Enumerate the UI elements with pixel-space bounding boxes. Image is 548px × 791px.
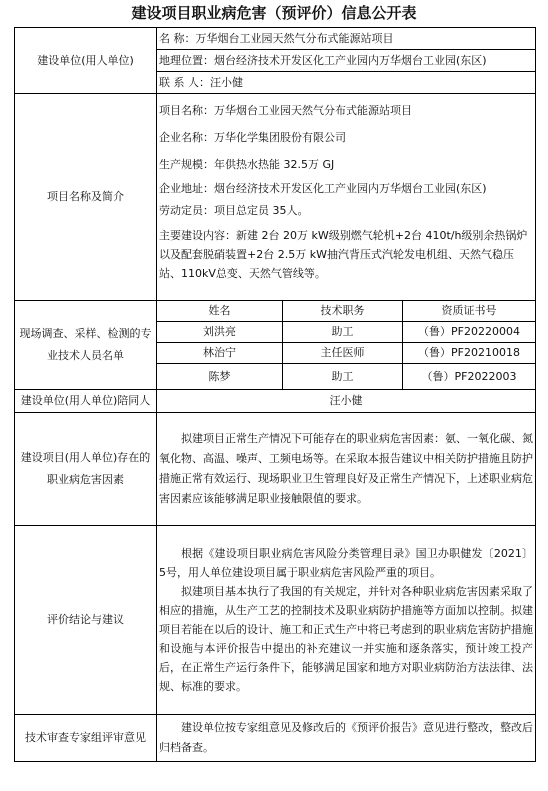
conclusion-paragraph: 拟建项目基本执行了我国的有关规定，并针对各种职业病危害因素采取了相应的措施，从生产工艺的控制技术及职业病防护措施等方面加以控制。拟建项目若能在以后的设计、施工和正式生产中将已考虑到的职业病危害防护措施和设施与本评价报告中提出的补充建议一并实施和逐条落实，预计竣工投产后，在正常生产运行条件下，能够满足国家和地方对职业病防治方法法律、法规、标准的要求。 xyxy=(159,585,534,693)
staffing-line: 劳动定员：项目总定员 35人。 xyxy=(159,204,309,217)
unit-label: 建设单位(用人单位) xyxy=(15,28,157,94)
companion-value: 汪小健 xyxy=(157,390,536,413)
companion-label: 建设单位(用人单位)陪同人 xyxy=(15,390,157,413)
conclusion-cell xyxy=(157,526,536,715)
scale-line: 生产规模：年供热水热能 32.5万 GJ xyxy=(159,158,335,171)
staff-title: 助工 xyxy=(283,322,403,343)
staff-title: 助工 xyxy=(283,364,403,390)
staff-name: 林治宁 xyxy=(157,343,283,364)
conclusion-label: 评价结论与建议 xyxy=(15,526,157,715)
info-table xyxy=(14,27,536,762)
review-label: 技术审查专家组评审意见 xyxy=(15,715,157,762)
construction-content: 主要建设内容：新建 2台 20万 kW级别燃气轮机+2台 410t/h级别余热锅炉以及配套脱硝装置+2台 2.5万 kW抽汽背压式汽轮发电机组、天然气稳压站、110kV总变、天然气管线等。 xyxy=(159,229,528,280)
staff-header-name: 姓名 xyxy=(157,301,283,322)
hazards-label: 建设项目(用人单位)存在的职业病危害因素 xyxy=(15,413,157,526)
staff-label: 现场调查、采样、检测的专业技术人员名单 xyxy=(15,301,157,390)
page-title: 建设项目职业病危害（预评价）信息公开表 xyxy=(131,4,417,22)
staff-cert: （鲁）PF20220004 xyxy=(403,322,536,343)
hazards-cell xyxy=(157,413,536,526)
unit-location-line: 地理位置：烟台经济技术开发区化工产业园内万华烟台工业园(东区) xyxy=(157,50,536,72)
unit-contact-line: 联 系 人：汪小健 xyxy=(157,72,536,94)
address-line: 企业地址：烟台经济技术开发区化工产业园内万华烟台工业园(东区) xyxy=(159,182,487,195)
conclusion-paragraph: 根据《建设项目职业病危害风险分类管理目录》国卫办职健发〔2021〕5号，用人单位建设项目属于职业病危害风险严重的项目。 xyxy=(159,547,534,579)
staff-name: 刘洪亮 xyxy=(157,322,283,343)
project-details xyxy=(157,94,536,301)
review-text: 建设单位按专家组意见及修改后的《预评价报告》意见进行整改，整改后归档备查。 xyxy=(159,721,534,754)
staff-name: 陈梦 xyxy=(157,364,283,390)
hazards-text: 拟建项目正常生产情况下可能存在的职业病危害因素：氨、一氧化碳、氮氧化物、高温、噪声、工频电场等。在采取本报告建议中相关防护措施且防护措施正常有效运行、现场职业卫生管理良好及正常生产情况下，上述职业病危害因素应该能够满足职业接触限值的要求。 xyxy=(159,432,534,505)
staff-header-cert: 资质证书号 xyxy=(403,301,536,322)
project-name-line: 项目名称：万华烟台工业园天然气分布式能源站项目 xyxy=(159,104,412,117)
staff-header-title: 技术职务 xyxy=(283,301,403,322)
unit-name-line: 名 称：万华烟台工业园天然气分布式能源站项目 xyxy=(157,28,536,50)
review-cell xyxy=(157,715,536,762)
staff-cert: （鲁）PF2022003 xyxy=(403,364,536,390)
staff-title: 主任医师 xyxy=(283,343,403,364)
staff-cert: （鲁）PF20210018 xyxy=(403,343,536,364)
company-name-line: 企业名称：万华化学集团股份有限公司 xyxy=(159,131,346,144)
project-label: 项目名称及简介 xyxy=(15,94,157,301)
